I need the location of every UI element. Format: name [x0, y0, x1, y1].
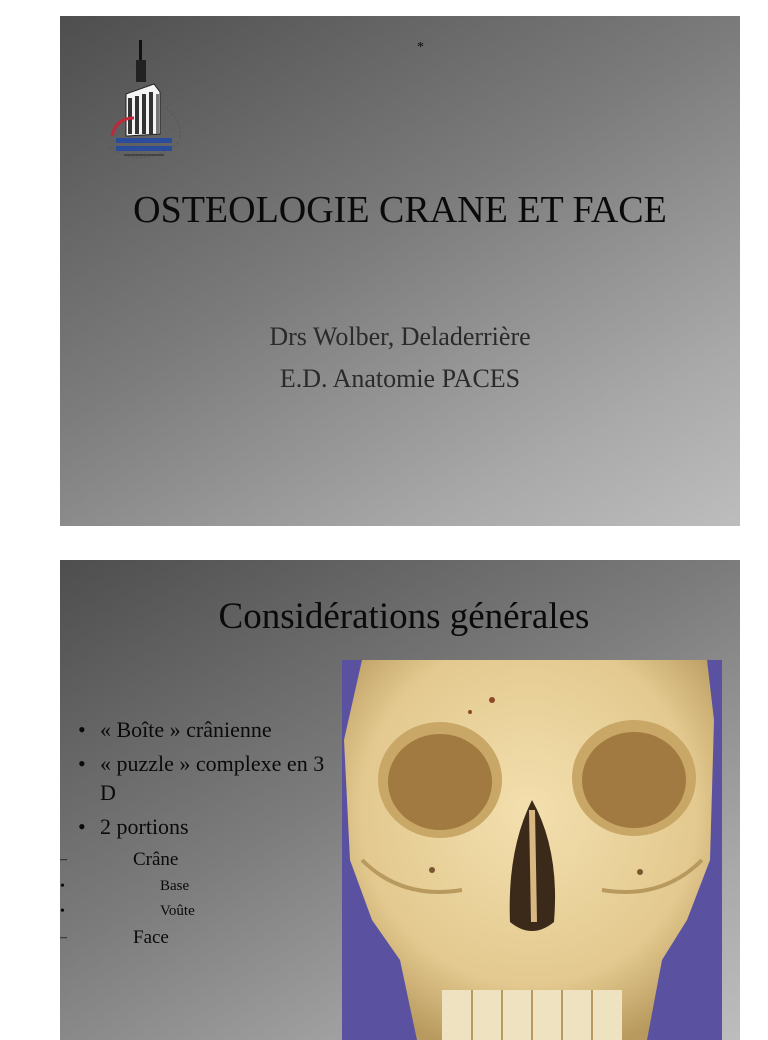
bullet-text: 2 portions	[100, 814, 189, 839]
bullet-marker: •	[78, 717, 86, 742]
slide-title: OSTEOLOGIE CRANE ET FACE	[133, 189, 667, 231]
authors-line: Drs Wolber, Deladerrière	[269, 322, 531, 351]
slide-subtitle	[100, 316, 700, 400]
bullet-list	[60, 715, 344, 952]
sub-marker: •	[60, 904, 65, 919]
sub-item	[60, 846, 344, 874]
content-slide	[60, 560, 740, 1040]
skull-photo	[342, 660, 722, 1040]
course-line: E.D. Anatomie PACES	[279, 364, 521, 393]
sub-item	[60, 924, 344, 952]
bullet-item	[74, 715, 344, 744]
faculty-logo	[104, 38, 188, 168]
bullet-text: « puzzle » complexe en 3 D	[100, 751, 325, 805]
sub-item-text: Voûte	[160, 903, 195, 919]
bullet-marker: •	[78, 814, 86, 839]
title-slide	[60, 16, 740, 526]
bullet-item	[74, 749, 344, 807]
bullet-item	[74, 812, 344, 841]
bullet-text: « Boîte » crânienne	[100, 717, 272, 742]
sub-sub-item	[60, 899, 344, 924]
sub-marker: –	[60, 930, 67, 945]
slide-marker: *	[417, 40, 424, 55]
slide-title: Considérations générales	[218, 596, 590, 637]
sub-sub-item	[60, 874, 344, 899]
sub-item-text: Face	[133, 927, 169, 948]
sub-marker: •	[60, 879, 65, 894]
bullet-marker: •	[78, 751, 86, 776]
sub-item-text: Base	[160, 878, 190, 894]
sub-item-text: Crâne	[133, 849, 179, 870]
sub-marker: –	[60, 852, 67, 867]
